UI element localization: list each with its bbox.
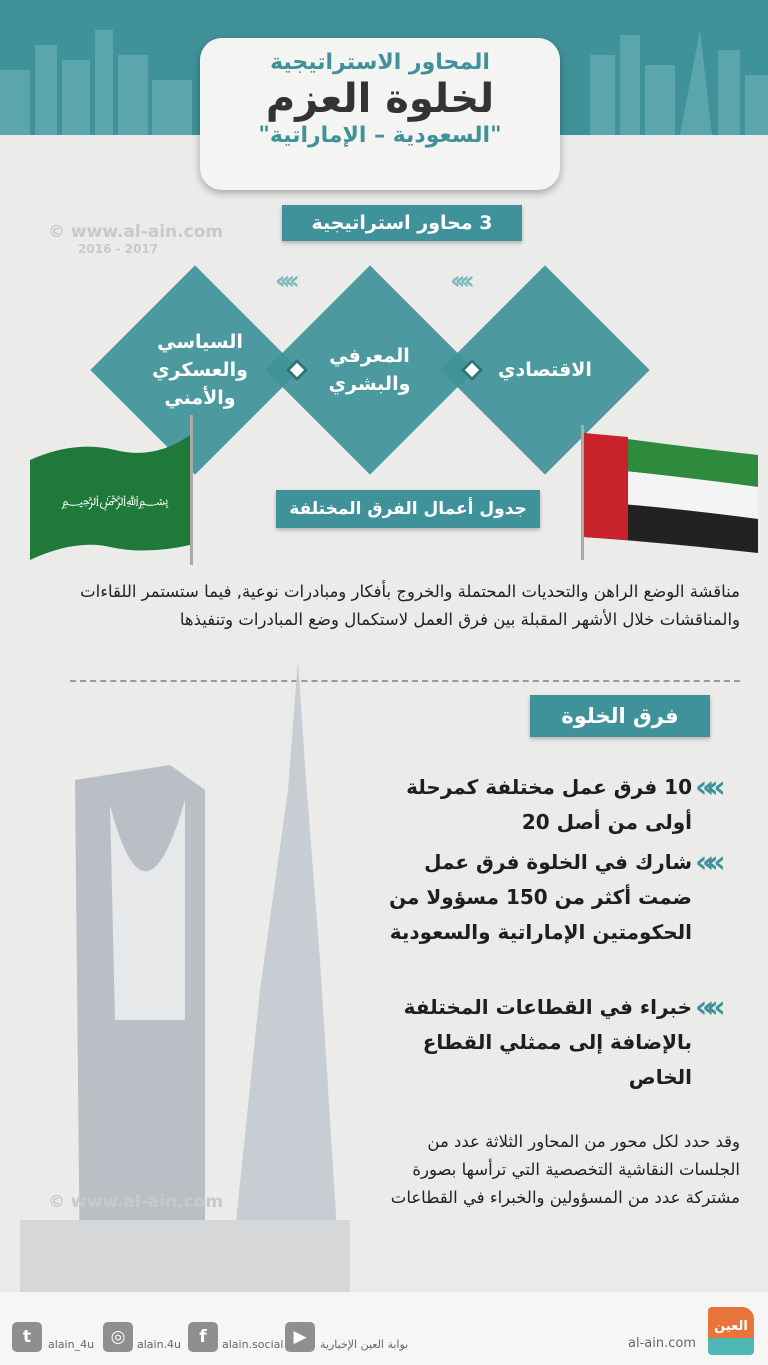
youtube-channel[interactable]: بوابة العين الإخبارية [320,1338,409,1351]
axis-label-knowledge: المعرفي والبشري [328,345,411,395]
closing-text: وقد حدد لكل محور من المحاور الثلاثة عدد من الجلسات النقاشية التخصصية التي ترأسها بصورة مشتركة عدد من المسؤولين والخبراء في القطاعات [390,1132,740,1207]
site-link[interactable]: al-ain.com [628,1336,696,1351]
double-chevron-icon: «« [695,770,718,805]
bullet-3: خبراء في القطاعات المختلفة بالإضافة إلى ممثلي القطاع الخاص [403,995,692,1089]
al-ain-logo [708,1307,754,1355]
title-card [200,38,560,190]
axes-ribbon: 3 محاور استراتيجية [282,205,522,241]
agenda-ribbon: جدول أعمال الفرق المختلفة [276,490,540,528]
watermark-bottom: © www.al-ain.com [48,1192,224,1212]
instagram-handle[interactable]: alain.4u [137,1338,182,1351]
youtube-icon[interactable]: ▶ [285,1322,315,1352]
watermark-years: 2016 - 2017 [78,242,159,256]
logo-text: العين [714,1319,748,1334]
twitter-icon[interactable]: t [12,1322,42,1352]
watermark-site: www.al-ain.com [70,1192,224,1212]
bullet-2: شارك في الخلوة فرق عمل ضمت أكثر من 150 مسؤولا من الحكومتين الإماراتية والسعودية [389,850,692,944]
agenda-text: مناقشة الوضع الراهن والتحديات المحتملة والخروج بأفكار ومبادرات نوعية, فيما ستستمر اللقاءات والمناقشات خلال الأشهر المقبلة بين فرق العمل لاستكمال وضع المبادرات وتنفيذها [80,582,740,629]
saudi-flag-icon [25,415,200,565]
title-line-2: لخلوة العزم [265,76,495,122]
axis-label-political: السياسي والعسكري والأمني [152,331,248,409]
watermark-site: www.al-ain.com [70,222,224,242]
axis-label-economic: الاقتصادي [498,359,592,381]
bullet-1: 10 فرق عمل مختلفة كمرحلة أولى من أصل 20 [406,775,692,834]
uae-flag-icon [578,425,763,560]
instagram-icon[interactable]: ◎ [103,1322,133,1352]
chevrons-icon: ‹‹‹‹ [275,266,294,296]
double-chevron-icon: «« [695,990,718,1025]
title-line-1: المحاور الاستراتيجية [270,50,490,75]
double-chevron-icon: «« [695,845,718,880]
twitter-handle[interactable]: alain_4u [48,1338,95,1351]
svg-text:﷽: ﷽ [61,493,169,509]
title-line-3: "السعودية – الإماراتية" [258,123,502,148]
facebook-icon[interactable]: f [188,1322,218,1352]
chevrons-icon: ‹‹‹‹ [450,266,469,296]
teams-ribbon: فرق الخلوة [530,695,710,737]
facebook-handle[interactable]: alain.social [222,1338,284,1351]
watermark: © www.al-ain.com 2016 - 2017 [48,222,224,256]
